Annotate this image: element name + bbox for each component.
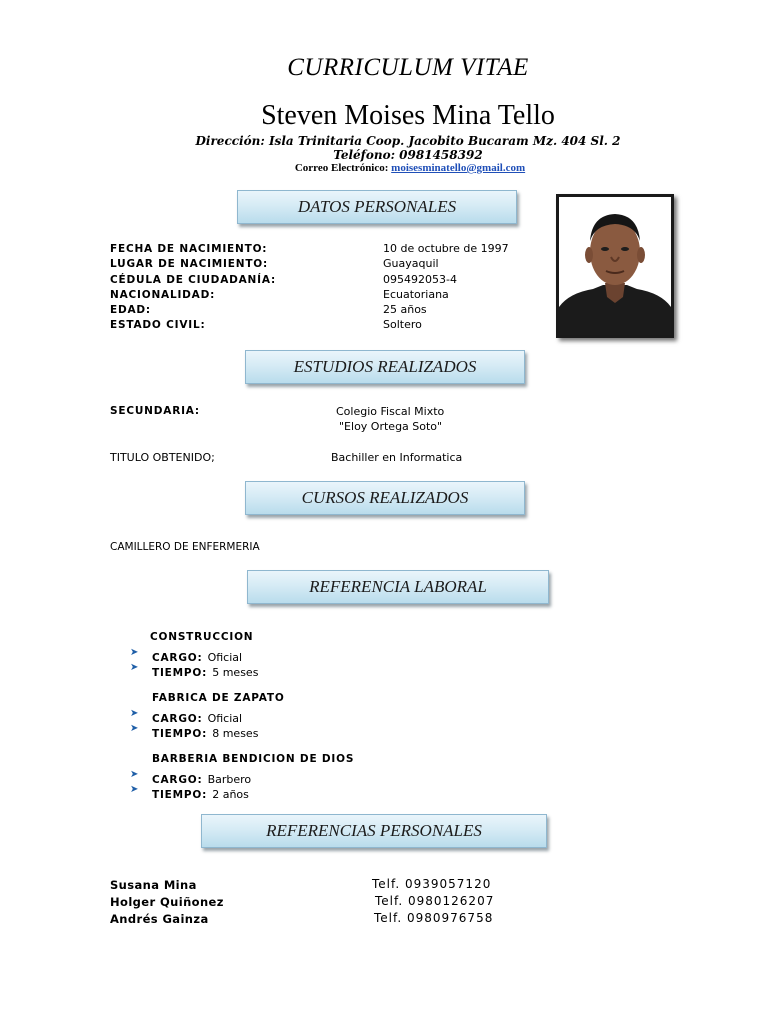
arrowhead-bullet-icon: ➤ <box>130 784 139 795</box>
reference-name: Susana Mina <box>110 878 197 892</box>
reference-phone: Telf. 0980126207 <box>375 894 495 908</box>
job-cargo: CARGO: Oficial <box>152 651 243 664</box>
reference-phone: Telf. 0939057120 <box>372 877 492 891</box>
course-item: CAMILLERO DE ENFERMERIA <box>110 541 260 553</box>
job-company: FABRICA DE ZAPATO <box>152 692 285 704</box>
job-tiempo: TIEMPO: 8 meses <box>152 727 259 740</box>
address-line: Dirección: Isla Trinitaria Coop. Jacobito Bucaram Mz. 404 Sl. 2 <box>195 134 621 148</box>
section-header-references: REFERENCIAS PERSONALES <box>201 814 547 848</box>
value-birth-date: 10 de octubre de 1997 <box>383 242 509 255</box>
arrowhead-bullet-icon: ➤ <box>130 723 139 734</box>
email-line <box>0 162 768 174</box>
value-degree: Bachiller en Informatica <box>331 451 463 464</box>
person-portrait-image <box>559 197 671 335</box>
job-cargo: CARGO: Barbero <box>152 773 252 786</box>
label-degree: TITULO OBTENIDO; <box>110 451 215 464</box>
label-civil-status: ESTADO CIVIL: <box>110 319 206 331</box>
reference-name: Andrés Gainza <box>110 912 209 926</box>
arrowhead-bullet-icon: ➤ <box>130 662 139 673</box>
value-id-number: 095492053-4 <box>383 273 457 286</box>
label-secondary: SECUNDARIA: <box>110 405 200 417</box>
value-civil-status: Soltero <box>383 318 422 331</box>
value-nationality: Ecuatoriana <box>383 288 449 301</box>
section-header-studies: ESTUDIOS REALIZADOS <box>245 350 525 384</box>
job-cargo: CARGO: Oficial <box>152 712 243 725</box>
section-header-work: REFERENCIA LABORAL <box>247 570 549 604</box>
profile-photo <box>556 194 674 338</box>
label-nationality: NACIONALIDAD: <box>110 289 216 301</box>
job-tiempo: TIEMPO: 2 años <box>152 788 249 801</box>
label-id-number: CÉDULA DE CIUDADANÍA: <box>110 274 276 286</box>
section-header-personal: DATOS PERSONALES <box>237 190 517 224</box>
arrowhead-bullet-icon: ➤ <box>130 708 139 719</box>
arrowhead-bullet-icon: ➤ <box>130 769 139 780</box>
reference-phone: Telf. 0980976758 <box>374 911 494 925</box>
email-link[interactable]: moisesminatello@gmail.com <box>391 162 526 174</box>
email-label: Correo Electrónico: <box>294 162 389 174</box>
job-tiempo: TIEMPO: 5 meses <box>152 666 259 679</box>
value-birth-place: Guayaquil <box>383 257 439 270</box>
phone-line: Teléfono: 0981458392 <box>333 148 483 162</box>
label-age: EDAD: <box>110 304 151 316</box>
person-name: Steven Moises Mina Tello <box>261 100 555 131</box>
label-birth-place: LUGAR DE NACIMIENTO: <box>110 258 269 270</box>
value-school-subname: "Eloy Ortega Soto" <box>339 420 443 433</box>
job-company: BARBERIA BENDICION DE DIOS <box>152 753 355 765</box>
value-age: 25 años <box>383 303 427 316</box>
label-birth-date: FECHA DE NACIMIENTO: <box>110 243 268 255</box>
value-school-name: Colegio Fiscal Mixto <box>336 405 445 418</box>
document-title: CURRICULUM VITAE <box>287 54 529 81</box>
arrowhead-bullet-icon: ➤ <box>130 647 139 658</box>
reference-name: Holger Quiñonez <box>110 895 224 909</box>
section-header-courses: CURSOS REALIZADOS <box>245 481 525 515</box>
job-company: CONSTRUCCION <box>150 631 254 643</box>
